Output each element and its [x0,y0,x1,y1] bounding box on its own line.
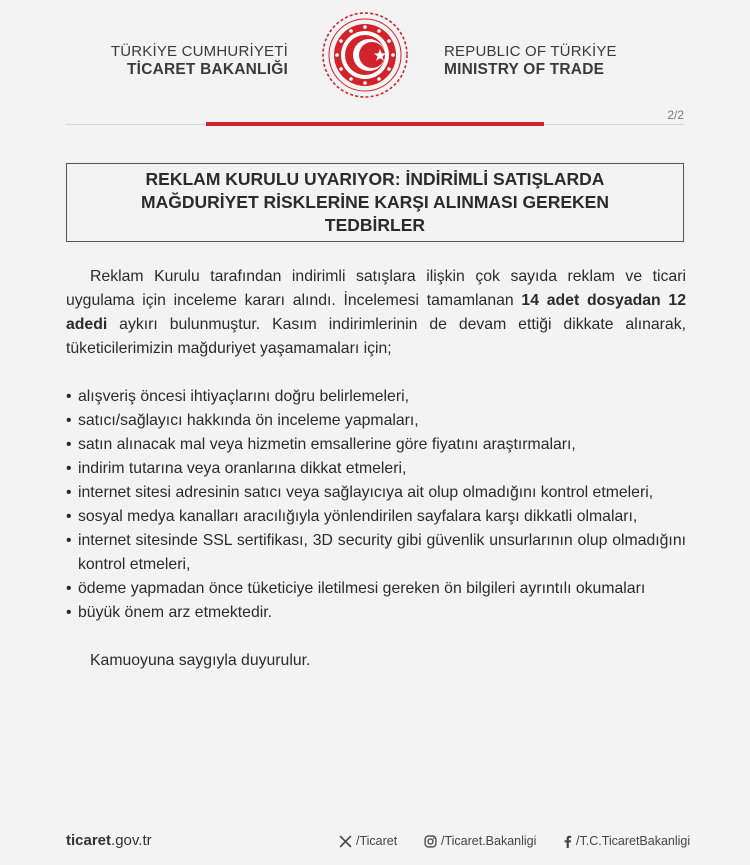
closing-sentence: Kamuoyuna saygıyla duyurulur. [90,652,311,669]
bullet-item [66,529,686,577]
header-right-line1: REPUBLIC OF TÜRKİYE [444,43,617,60]
facebook-icon [563,835,572,848]
bullet-text: internet sitesi adresinin satıcı veya sağlayıcıya ait olup olmadığını kontrol etmeleri, [78,484,654,501]
bullet-dot: • [66,604,72,621]
intro-text-after: aykırı bulunmuştur. Kasım indirimlerinin de devam ettiği dikkate alınarak, tüketicilerimizin mağduriyet yaşamamaları için; [66,316,686,357]
ministry-emblem-logo [320,10,410,100]
bullet-dot: • [66,484,72,501]
header-left-line2: TİCARET BAKANLIĞI [127,61,288,78]
bullet-item [66,457,686,481]
bullet-text: ödeme yapmadan önce tüketiciye iletilmesi gereken ön bilgileri ayrıntılı okumaları [78,580,646,597]
bullet-item [66,601,686,625]
title-box [66,163,684,242]
bullet-item [66,481,686,505]
document-body [66,265,686,673]
bullet-text: satın alınacak mal veya hizmetin emsallerine göre fiyatını araştırmaları, [78,436,576,453]
facebook-handle: /T.C.TicaretBakanligi [576,834,691,848]
bullet-text: internet sitesinde SSL sertifikası, 3D security gibi güvenlik unsurlarının olup olmadığını kontrol etmeleri, [78,532,686,573]
header-english-name [444,43,617,79]
header-turkish-name [111,43,288,79]
x-social-link[interactable] [339,834,397,848]
website-bold: ticaret [66,832,112,849]
bullet-dot: • [66,388,72,405]
header [0,0,750,110]
bullet-item [66,505,686,529]
intro-paragraph [66,265,686,361]
header-left-line1: TÜRKİYE CUMHURİYETİ [110,43,288,60]
bullet-dot: • [66,412,72,429]
bullet-dot: • [66,580,72,597]
bullet-text: büyük önem arz etmektedir. [78,604,273,621]
instagram-social-link[interactable] [424,834,536,848]
bullet-dot: • [66,532,72,549]
bullet-text: indirim tutarına veya oranlarına dikkat etmeleri, [78,460,407,477]
bullet-text: satıcı/sağlayıcı hakkında ön inceleme yapmaları, [78,412,419,429]
bullet-item [66,577,686,601]
bullet-item [66,385,686,409]
intro-highlight: 14 adet dosyadan 12 adedi [66,292,686,333]
bullet-dot: • [66,436,72,453]
bullet-item [66,433,686,457]
header-right-line2: MINISTRY OF TRADE [444,61,605,78]
instagram-handle: /Ticaret.Bakanligi [441,834,537,848]
x-logo-icon [339,835,352,848]
bullet-item [66,409,686,433]
website-link[interactable] [66,832,152,849]
bullet-text: alışveriş öncesi ihtiyaçlarını doğru belirlemeleri, [78,388,409,405]
page-number: 2/2 [667,108,684,122]
bullet-dot: • [66,508,72,525]
intro-text-before: Reklam Kurulu tarafından indirimli satışlara ilişkin çok sayıda reklam ve ticari uygulama için inceleme kararı alındı. İncelemesi tamamlanan [66,268,686,309]
bullet-list [66,385,686,625]
footer [0,830,750,854]
header-accent-bar [206,122,544,126]
website-rest: .gov.tr [111,832,152,849]
document-title: REKLAM KURULU UYARIYOR: İNDİRİMLİ SATIŞLARDA MAĞDURİYET RİSKLERİNE KARŞI ALINMASI GEREKEN TEDBİRLER [141,169,609,235]
x-handle: /Ticaret [356,834,398,848]
bullet-dot: • [66,460,72,477]
instagram-icon [424,835,437,848]
bullet-text: sosyal medya kanalları aracılığıyla yönlendirilen sayfalara karşı dikkatli olmaları, [78,508,638,525]
facebook-social-link[interactable] [563,834,690,848]
